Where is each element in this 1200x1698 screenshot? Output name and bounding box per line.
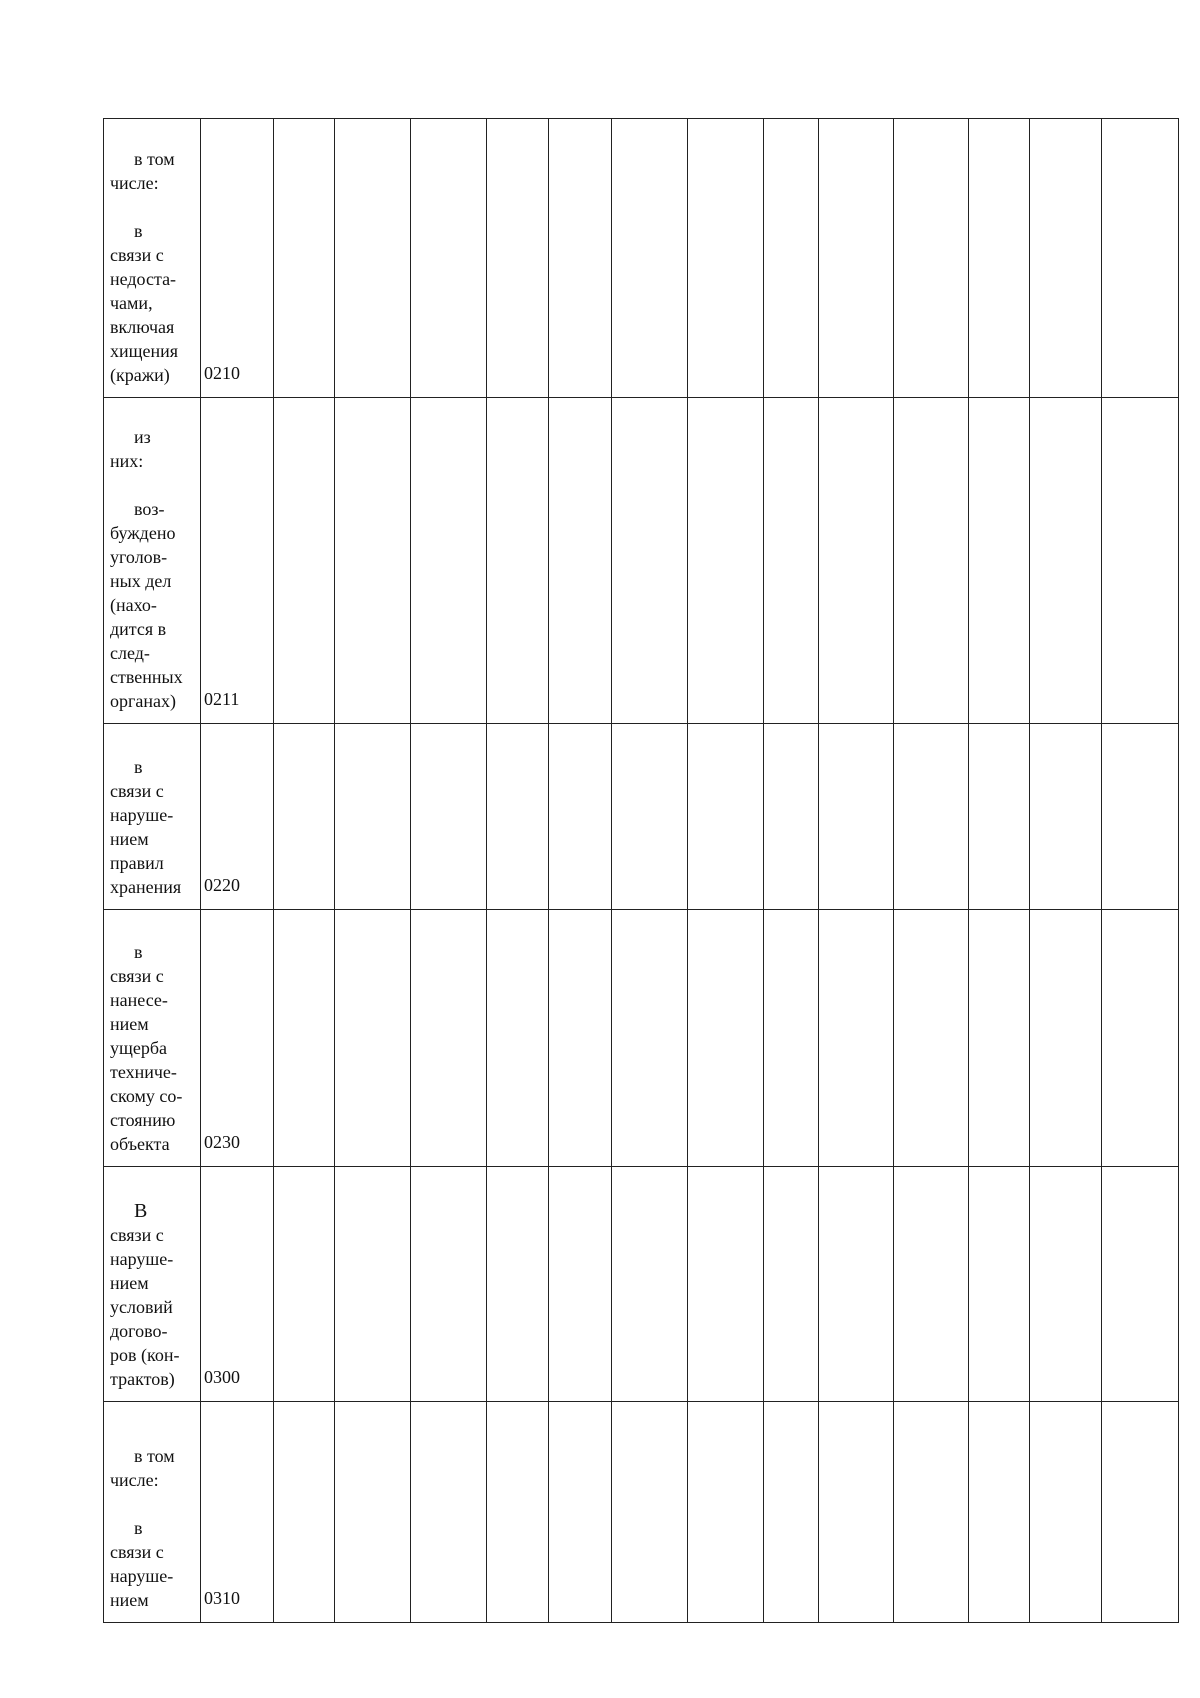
row-label-paragraph	[110, 425, 196, 473]
row-code-cell: 0210	[201, 119, 274, 398]
row-label-cell	[104, 119, 201, 398]
row-label-line: из	[134, 427, 151, 447]
empty-value-cell	[335, 398, 411, 724]
empty-value-cell	[764, 724, 819, 910]
row-code-cell: 0230	[201, 910, 274, 1167]
row-label-line: связи с	[110, 1542, 164, 1562]
row-label-line: нанесе-	[110, 990, 168, 1010]
row-label-line: (нахо-	[110, 595, 157, 615]
row-label-line: числе:	[110, 1470, 159, 1490]
empty-value-cell	[894, 724, 969, 910]
row-label-line: уголов-	[110, 547, 168, 567]
empty-value-cell	[612, 910, 688, 1167]
row-label-line: ущерба	[110, 1038, 167, 1058]
row-label-paragraph	[110, 1516, 196, 1612]
empty-value-cell	[612, 398, 688, 724]
empty-value-cell	[612, 119, 688, 398]
empty-value-cell	[487, 119, 549, 398]
row-code-cell: 0310	[201, 1402, 274, 1623]
empty-value-cell	[549, 398, 612, 724]
row-label-line: числе:	[110, 173, 159, 193]
row-label-paragraph	[110, 940, 196, 1156]
table-row	[104, 119, 1179, 398]
row-label-line: правил	[110, 853, 164, 873]
row-label-line: объекта	[110, 1134, 170, 1154]
row-label-line: буждено	[110, 523, 176, 543]
empty-value-cell	[274, 398, 335, 724]
empty-value-cell	[1102, 724, 1179, 910]
empty-value-cell	[1102, 398, 1179, 724]
empty-value-cell	[688, 1167, 764, 1402]
row-label-paragraph	[110, 1199, 196, 1391]
empty-value-cell	[549, 910, 612, 1167]
empty-value-cell	[969, 1167, 1030, 1402]
row-label-line: связи с	[110, 1225, 164, 1245]
empty-value-cell	[819, 724, 894, 910]
row-label-line: нием	[110, 829, 149, 849]
table-row	[104, 724, 1179, 910]
row-label-cell	[104, 910, 201, 1167]
empty-value-cell	[819, 398, 894, 724]
empty-value-cell	[1102, 910, 1179, 1167]
empty-value-cell	[411, 910, 487, 1167]
row-label-line: в	[134, 757, 143, 777]
empty-value-cell	[969, 724, 1030, 910]
empty-value-cell	[1030, 724, 1102, 910]
empty-value-cell	[612, 724, 688, 910]
empty-value-cell	[819, 1402, 894, 1623]
row-label-line: след-	[110, 643, 150, 663]
row-label-line: (кражи)	[110, 365, 170, 385]
row-label-line: воз-	[134, 499, 165, 519]
empty-value-cell	[1030, 1167, 1102, 1402]
empty-value-cell	[688, 910, 764, 1167]
row-label-line: нием	[110, 1014, 149, 1034]
row-label-line: нием	[110, 1590, 149, 1610]
empty-value-cell	[274, 1402, 335, 1623]
empty-value-cell	[411, 398, 487, 724]
row-label-line: связи с	[110, 781, 164, 801]
empty-value-cell	[274, 1167, 335, 1402]
empty-value-cell	[274, 910, 335, 1167]
empty-value-cell	[764, 119, 819, 398]
row-label-cell	[104, 724, 201, 910]
row-label-line: трактов)	[110, 1369, 175, 1389]
row-code-cell: 0211	[201, 398, 274, 724]
empty-value-cell	[335, 1167, 411, 1402]
empty-value-cell	[894, 398, 969, 724]
row-label-line: догово-	[110, 1321, 168, 1341]
empty-value-cell	[894, 910, 969, 1167]
row-label-paragraph	[110, 755, 196, 899]
empty-value-cell	[819, 119, 894, 398]
row-label-line: дится в	[110, 619, 167, 639]
data-table	[103, 118, 1179, 1623]
empty-value-cell	[549, 1402, 612, 1623]
empty-value-cell	[819, 910, 894, 1167]
row-label-line: наруше-	[110, 1249, 174, 1269]
row-label-line: в	[134, 221, 143, 241]
empty-value-cell	[764, 398, 819, 724]
row-label-line: органах)	[110, 691, 176, 711]
empty-value-cell	[688, 724, 764, 910]
empty-value-cell	[1102, 119, 1179, 398]
row-label-line: в том	[134, 1446, 175, 1466]
row-label-line: стоянию	[110, 1110, 176, 1130]
row-label-line: в том	[134, 149, 175, 169]
empty-value-cell	[1102, 1402, 1179, 1623]
empty-value-cell	[688, 1402, 764, 1623]
empty-value-cell	[612, 1167, 688, 1402]
empty-value-cell	[335, 910, 411, 1167]
row-label-cell	[104, 1167, 201, 1402]
empty-value-cell	[411, 119, 487, 398]
row-label-line: техниче-	[110, 1062, 177, 1082]
empty-value-cell	[612, 1402, 688, 1623]
row-label-line: нием	[110, 1273, 149, 1293]
empty-value-cell	[411, 1167, 487, 1402]
row-label-paragraph	[110, 1444, 196, 1492]
row-label-line: условий	[110, 1297, 173, 1317]
row-label-line: чами,	[110, 293, 153, 313]
table-body	[104, 119, 1179, 1623]
empty-value-cell	[274, 724, 335, 910]
empty-value-cell	[969, 910, 1030, 1167]
empty-value-cell	[688, 398, 764, 724]
row-label-line: ственных	[110, 667, 183, 687]
empty-value-cell	[549, 724, 612, 910]
row-label-cell	[104, 398, 201, 724]
table-row	[104, 1402, 1179, 1623]
empty-value-cell	[487, 910, 549, 1167]
row-label-line: них:	[110, 451, 144, 471]
row-label-line: скому со-	[110, 1086, 183, 1106]
row-label-line: в	[134, 942, 143, 962]
row-label-line: включая	[110, 317, 175, 337]
empty-value-cell	[487, 1402, 549, 1623]
empty-value-cell	[487, 1167, 549, 1402]
table-row	[104, 910, 1179, 1167]
row-label-line: связи с	[110, 245, 164, 265]
empty-value-cell	[969, 398, 1030, 724]
row-label-line: наруше-	[110, 1566, 174, 1586]
empty-value-cell	[894, 1167, 969, 1402]
empty-value-cell	[335, 724, 411, 910]
row-label-paragraph	[110, 219, 196, 387]
empty-value-cell	[549, 119, 612, 398]
row-label-line: В	[134, 1200, 148, 1222]
empty-value-cell	[274, 119, 335, 398]
empty-value-cell	[764, 1402, 819, 1623]
empty-value-cell	[1030, 910, 1102, 1167]
empty-value-cell	[1102, 1167, 1179, 1402]
empty-value-cell	[764, 910, 819, 1167]
empty-value-cell	[894, 1402, 969, 1623]
empty-value-cell	[1030, 119, 1102, 398]
table-row	[104, 398, 1179, 724]
empty-value-cell	[1030, 1402, 1102, 1623]
row-label-line: хранения	[110, 877, 182, 897]
row-label-cell	[104, 1402, 201, 1623]
empty-value-cell	[411, 724, 487, 910]
row-label-line: ных дел	[110, 571, 172, 591]
row-label-line: ров (кон-	[110, 1345, 180, 1365]
empty-value-cell	[894, 119, 969, 398]
empty-value-cell	[487, 724, 549, 910]
row-label-line: наруше-	[110, 805, 174, 825]
table-row	[104, 1167, 1179, 1402]
row-code-cell: 0220	[201, 724, 274, 910]
row-label-line: недоста-	[110, 269, 177, 289]
row-label-paragraph	[110, 147, 196, 195]
empty-value-cell	[335, 119, 411, 398]
empty-value-cell	[688, 119, 764, 398]
empty-value-cell	[764, 1167, 819, 1402]
empty-value-cell	[549, 1167, 612, 1402]
empty-value-cell	[487, 398, 549, 724]
row-label-line: связи с	[110, 966, 164, 986]
row-label-line: хищения	[110, 341, 179, 361]
empty-value-cell	[969, 119, 1030, 398]
row-label-paragraph	[110, 497, 196, 713]
empty-value-cell	[1030, 398, 1102, 724]
empty-value-cell	[335, 1402, 411, 1623]
empty-value-cell	[411, 1402, 487, 1623]
empty-value-cell	[819, 1167, 894, 1402]
row-code-cell: 0300	[201, 1167, 274, 1402]
row-label-line: в	[134, 1518, 143, 1538]
empty-value-cell	[969, 1402, 1030, 1623]
